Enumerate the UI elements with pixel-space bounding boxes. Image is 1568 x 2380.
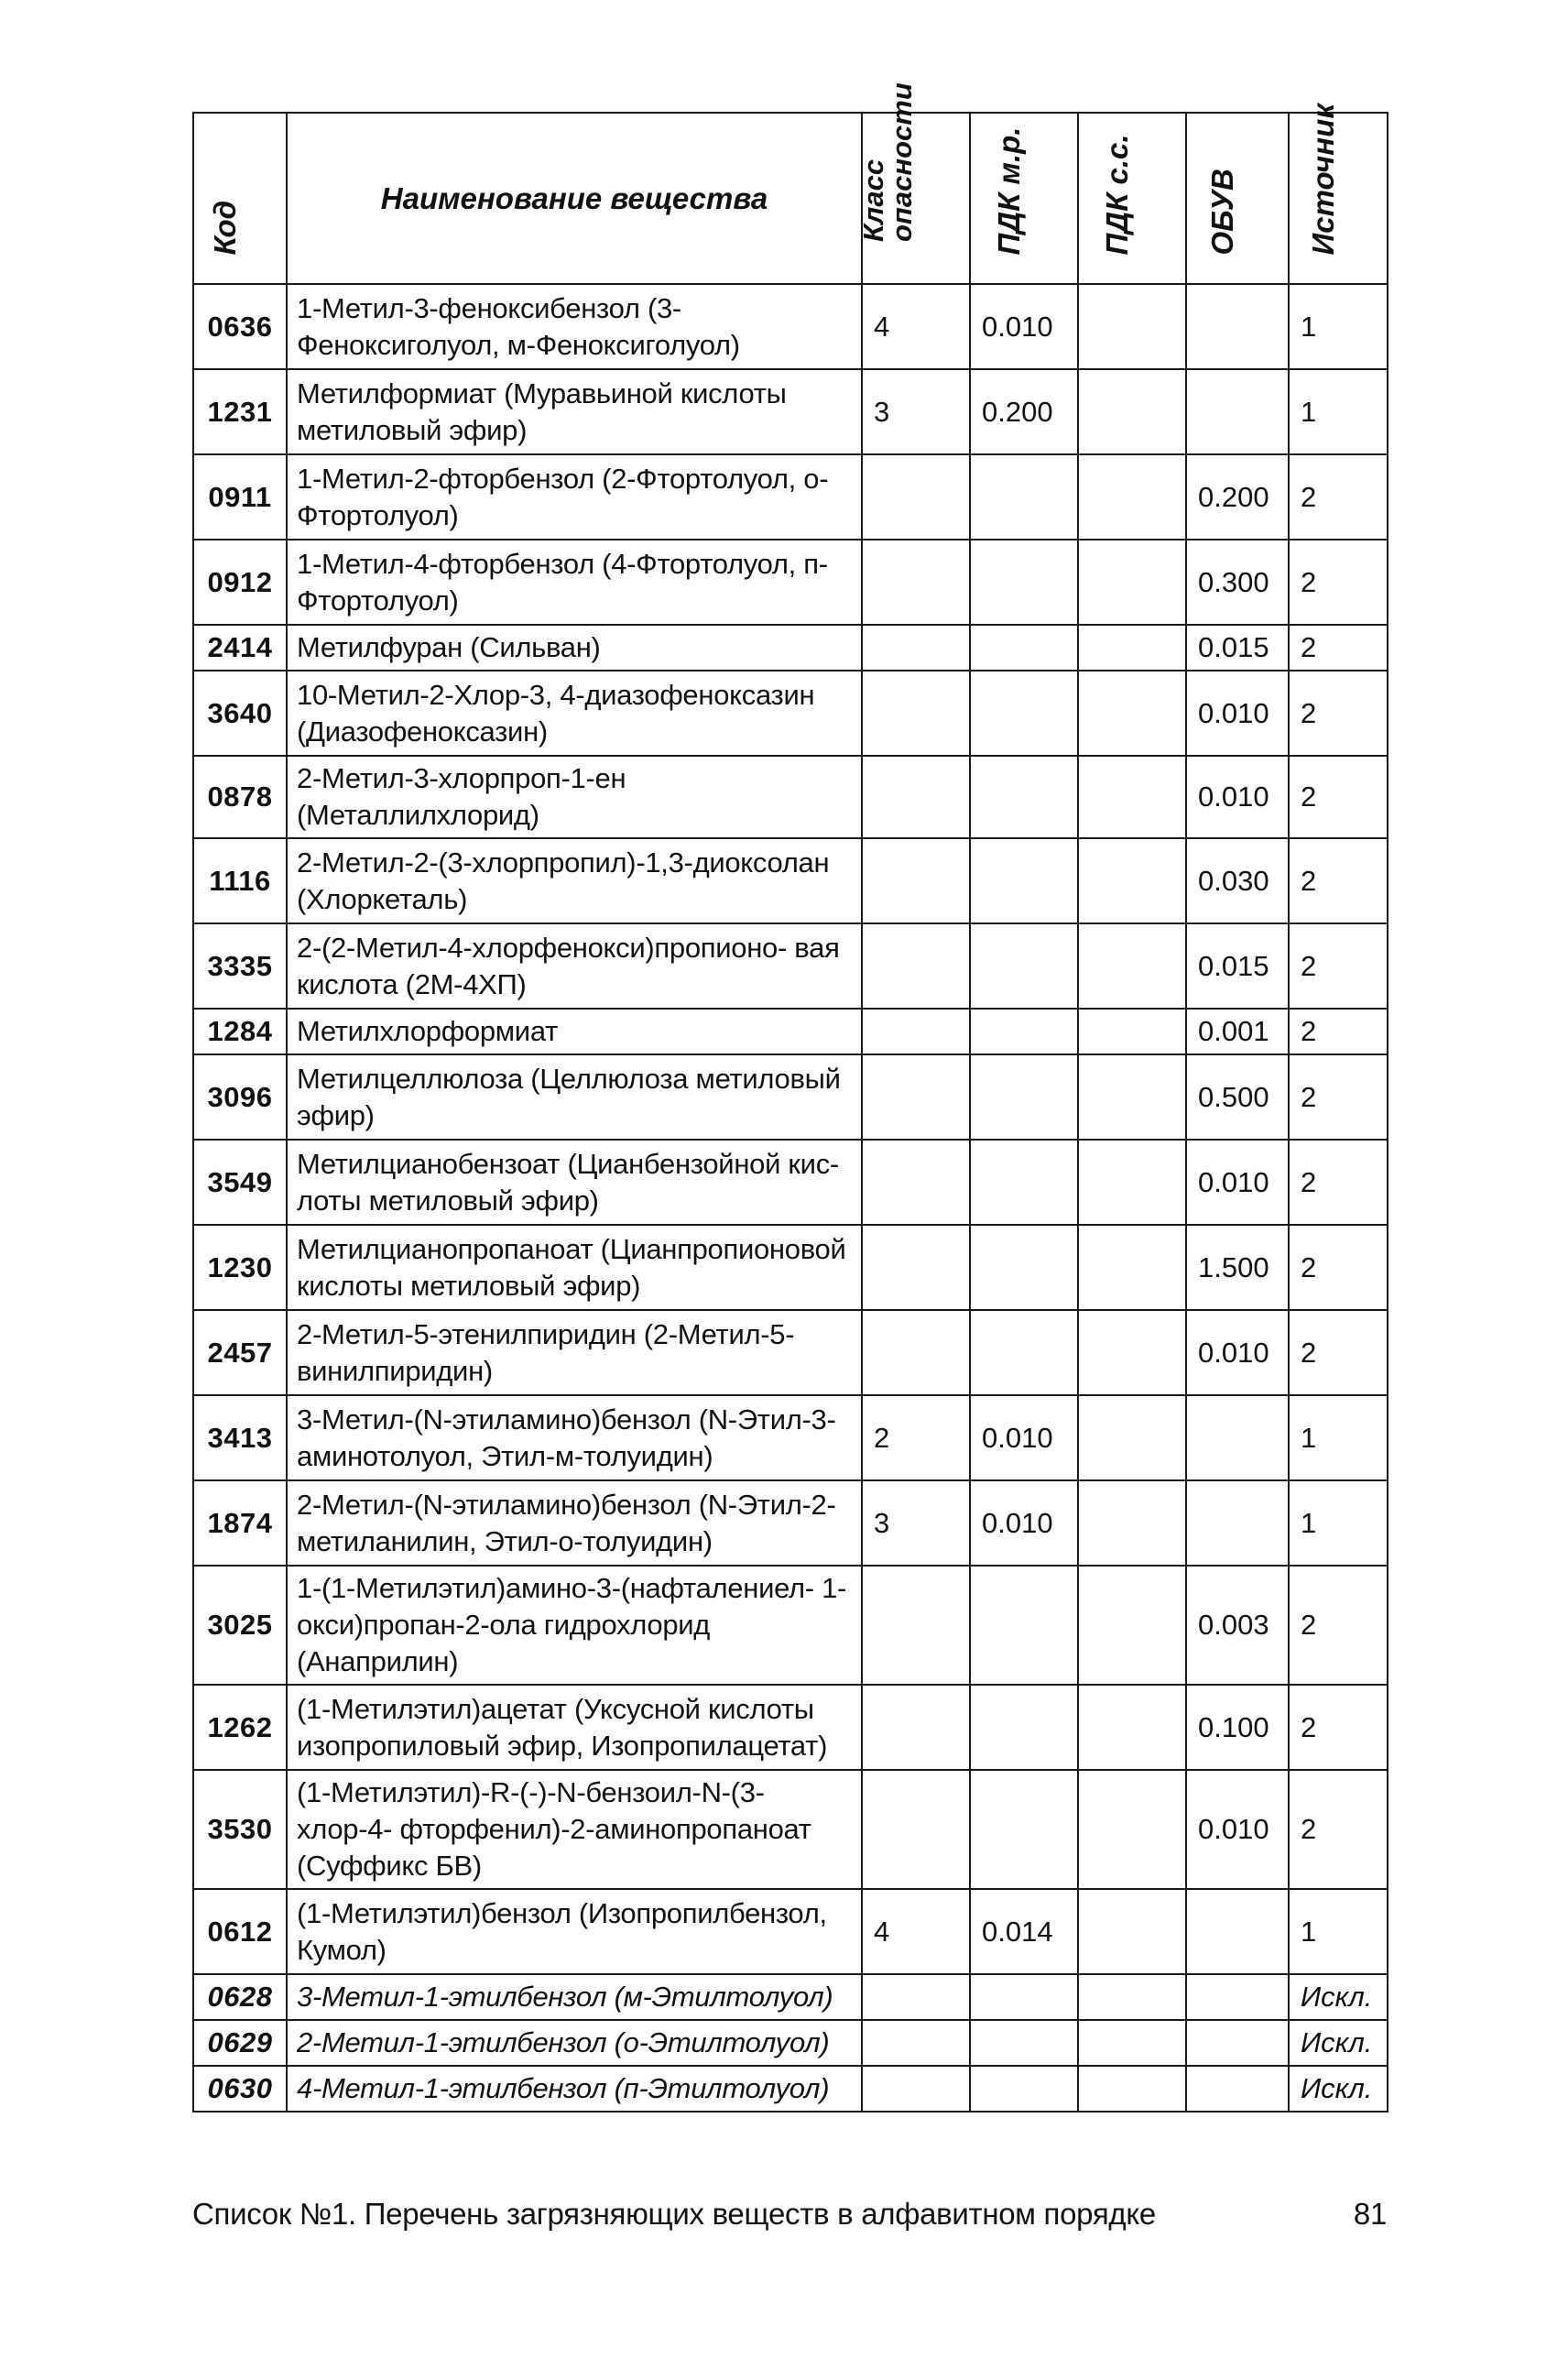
cell-obuv [1186, 1395, 1289, 1480]
cell-class [862, 1140, 970, 1225]
table-row [193, 923, 1388, 1009]
cell-source: 1 [1289, 369, 1388, 454]
cell-name: 3-Метил-1-этилбензол (м-Этилтолуол) [287, 1974, 862, 2020]
cell-source: 2 [1289, 923, 1388, 1009]
cell-obuv: 0.010 [1186, 756, 1289, 838]
cell-obuv: 0.100 [1186, 1685, 1289, 1770]
cell-pdk-ss [1078, 1480, 1186, 1566]
cell-code: 0911 [193, 454, 287, 540]
cell-code: 3096 [193, 1054, 287, 1140]
cell-obuv: 1.500 [1186, 1225, 1289, 1310]
table-row [193, 1566, 1388, 1685]
cell-class [862, 756, 970, 838]
cell-pdk-mr [970, 1054, 1078, 1140]
cell-pdk-mr [970, 671, 1078, 756]
cell-source: 2 [1289, 1685, 1388, 1770]
cell-pdk-mr [970, 2066, 1078, 2112]
cell-obuv [1186, 284, 1289, 369]
header-source [1289, 103, 1388, 284]
cell-obuv: 0.010 [1186, 1310, 1289, 1395]
table-row [193, 1310, 1388, 1395]
table-row [193, 1009, 1388, 1054]
header-class [857, 82, 970, 284]
table-row [193, 756, 1388, 838]
cell-source: 1 [1289, 1480, 1388, 1566]
table-row [193, 369, 1388, 454]
cell-code: 2457 [193, 1310, 287, 1395]
cell-pdk-ss [1078, 1566, 1186, 1685]
cell-pdk-mr [970, 540, 1078, 625]
table-row [193, 1054, 1388, 1140]
cell-pdk-ss [1078, 671, 1186, 756]
cell-name: Метилхлорформиат [287, 1009, 862, 1054]
cell-obuv: 0.200 [1186, 454, 1289, 540]
cell-obuv: 0.003 [1186, 1566, 1289, 1685]
cell-code: 0636 [193, 284, 287, 369]
cell-source: Искл. [1289, 2020, 1388, 2066]
cell-obuv [1186, 1974, 1289, 2020]
cell-class: 3 [862, 1480, 970, 1566]
cell-code: 1231 [193, 369, 287, 454]
cell-class [862, 2066, 970, 2112]
cell-code: 3530 [193, 1770, 287, 1889]
cell-pdk-ss [1078, 369, 1186, 454]
cell-code: 1284 [193, 1009, 287, 1054]
cell-class [862, 2020, 970, 2066]
cell-name: 2-Метил-(N-этиламино)бензол (N-Этил-2-метиланилин, Этил-о-толуидин) [287, 1480, 862, 1566]
cell-class [862, 1009, 970, 1054]
cell-obuv [1186, 1480, 1289, 1566]
cell-name: Метилформиат (Муравьиной кислоты метиловый эфир) [287, 369, 862, 454]
table-row [193, 1889, 1388, 1974]
cell-obuv: 0.010 [1186, 671, 1289, 756]
cell-source: 2 [1289, 540, 1388, 625]
cell-pdk-ss [1078, 1974, 1186, 2020]
cell-pdk-ss [1078, 454, 1186, 540]
cell-name: Метилфуран (Сильван) [287, 625, 862, 671]
cell-name: (1-Метилэтил)бензол (Изопропилбензол, Кумол) [287, 1889, 862, 1974]
cell-source: 1 [1289, 1395, 1388, 1480]
footer-title: Список №1. Перечень загрязняющих веществ в алфавитном порядке [192, 2197, 1156, 2231]
header-pdk-mr-label: ПДК м.р. [992, 126, 1026, 256]
table-header-row [193, 113, 1388, 284]
cell-code: 1874 [193, 1480, 287, 1566]
cell-source: 2 [1289, 1009, 1388, 1054]
cell-code: 0630 [193, 2066, 287, 2112]
cell-obuv [1186, 2020, 1289, 2066]
header-code-label: Код [208, 200, 242, 256]
table-row [193, 671, 1388, 756]
cell-pdk-ss [1078, 923, 1186, 1009]
page-number: 81 [1353, 2197, 1387, 2231]
cell-class [862, 454, 970, 540]
cell-name: Метилцианобензоат (Цианбензойной кис- лоты метиловый эфир) [287, 1140, 862, 1225]
cell-code: 0612 [193, 1889, 287, 1974]
cell-name: 3-Метил-(N-этиламино)бензол (N-Этил-3-аминотолуол, Этил-м-толуидин) [287, 1395, 862, 1480]
cell-code: 1230 [193, 1225, 287, 1310]
cell-source: 2 [1289, 1140, 1388, 1225]
cell-name: 2-Метил-2-(3-хлорпропил)-1,3-диоксолан (Хлоркеталь) [287, 838, 862, 923]
cell-pdk-ss [1078, 756, 1186, 838]
cell-name: Метилцеллюлоза (Целлюлоза метиловый эфир) [287, 1054, 862, 1140]
table-row [193, 1480, 1388, 1566]
table-row [193, 1395, 1388, 1480]
cell-obuv [1186, 369, 1289, 454]
cell-pdk-mr [970, 1770, 1078, 1889]
cell-pdk-mr [970, 1685, 1078, 1770]
cell-pdk-ss [1078, 1889, 1186, 1974]
cell-code: 1262 [193, 1685, 287, 1770]
cell-obuv: 0.500 [1186, 1054, 1289, 1140]
table-row [193, 625, 1388, 671]
cell-name: 4-Метил-1-этилбензол (п-Этилтолуол) [287, 2066, 862, 2112]
header-code [193, 113, 287, 284]
cell-source: Искл. [1289, 1974, 1388, 2020]
cell-pdk-mr: 0.014 [970, 1889, 1078, 1974]
cell-pdk-ss [1078, 1395, 1186, 1480]
cell-class [862, 1054, 970, 1140]
cell-name: 1-(1-Метилэтил)амино-3-(нафталениел- 1-окси)пропан-2-ола гидрохлорид (Анаприлин) [287, 1566, 862, 1685]
cell-name: Метилцианопропаноат (Цианпропионовой кислоты метиловый эфир) [287, 1225, 862, 1310]
cell-name: 2-Метил-1-этилбензол (о-Этилтолуол) [287, 2020, 862, 2066]
cell-obuv: 0.030 [1186, 838, 1289, 923]
header-pdk-mr [970, 113, 1078, 284]
cell-source: 2 [1289, 454, 1388, 540]
cell-name: 2-(2-Метил-4-хлорфенокси)пропионо- вая кислота (2М-4ХП) [287, 923, 862, 1009]
cell-pdk-ss [1078, 2066, 1186, 2112]
cell-obuv: 0.001 [1186, 1009, 1289, 1054]
cell-pdk-ss [1078, 540, 1186, 625]
substances-table [192, 82, 1388, 2113]
table-row [193, 454, 1388, 540]
cell-pdk-mr [970, 756, 1078, 838]
cell-code: 1116 [193, 838, 287, 923]
cell-class [862, 625, 970, 671]
cell-code: 3335 [193, 923, 287, 1009]
cell-source: 2 [1289, 625, 1388, 671]
header-obuv [1186, 113, 1289, 284]
cell-obuv: 0.010 [1186, 1140, 1289, 1225]
cell-class [862, 1770, 970, 1889]
cell-pdk-ss [1078, 1770, 1186, 1889]
cell-code: 3413 [193, 1395, 287, 1480]
header-name-label: Наименование вещества [380, 180, 768, 215]
cell-obuv: 0.010 [1186, 1770, 1289, 1889]
cell-name: 1-Метил-3-феноксибензол (3-Феноксиголуол, м-Феноксиголуол) [287, 284, 862, 369]
cell-class [862, 1310, 970, 1395]
cell-source: 2 [1289, 1770, 1388, 1889]
cell-obuv [1186, 2066, 1289, 2112]
cell-pdk-mr [970, 923, 1078, 1009]
cell-pdk-ss [1078, 838, 1186, 923]
cell-pdk-ss [1078, 1685, 1186, 1770]
cell-pdk-ss [1078, 1140, 1186, 1225]
cell-class: 4 [862, 1889, 970, 1974]
table-row [193, 838, 1388, 923]
table-row [193, 2020, 1388, 2066]
cell-source: 2 [1289, 1225, 1388, 1310]
cell-name: 2-Метил-5-этенилпиридин (2-Метил-5-винилпиридин) [287, 1310, 862, 1395]
header-obuv-label: ОБУВ [1205, 169, 1239, 256]
cell-code: 0878 [193, 756, 287, 838]
table-row [193, 1140, 1388, 1225]
cell-source: 1 [1289, 284, 1388, 369]
table-row [193, 1974, 1388, 2020]
cell-source: 2 [1289, 756, 1388, 838]
header-class-line1: Класс [857, 158, 889, 242]
cell-class [862, 540, 970, 625]
cell-obuv: 0.015 [1186, 923, 1289, 1009]
cell-pdk-ss [1078, 2020, 1186, 2066]
cell-class [862, 1685, 970, 1770]
cell-source: 2 [1289, 1054, 1388, 1140]
cell-code: 2414 [193, 625, 287, 671]
cell-pdk-mr [970, 1566, 1078, 1685]
cell-pdk-ss [1078, 625, 1186, 671]
cell-class [862, 838, 970, 923]
cell-source: 2 [1289, 838, 1388, 923]
cell-code: 0912 [193, 540, 287, 625]
table-row [193, 1770, 1388, 1889]
cell-pdk-mr [970, 1009, 1078, 1054]
cell-source: 1 [1289, 1889, 1388, 1974]
cell-source: 2 [1289, 1310, 1388, 1395]
cell-class [862, 923, 970, 1009]
header-class-line2: опасности [886, 82, 918, 242]
cell-name: 10-Метил-2-Хлор-3, 4-диазофеноксазин (Диазофеноксазин) [287, 671, 862, 756]
cell-pdk-ss [1078, 1225, 1186, 1310]
cell-pdk-mr [970, 2020, 1078, 2066]
cell-class [862, 1566, 970, 1685]
cell-class: 3 [862, 369, 970, 454]
cell-pdk-mr [970, 1974, 1078, 2020]
cell-class: 2 [862, 1395, 970, 1480]
cell-class [862, 671, 970, 756]
cell-code: 3640 [193, 671, 287, 756]
cell-class: 4 [862, 284, 970, 369]
cell-pdk-ss [1078, 1054, 1186, 1140]
cell-pdk-mr: 0.010 [970, 1480, 1078, 1566]
cell-pdk-ss [1078, 284, 1186, 369]
cell-pdk-mr [970, 625, 1078, 671]
cell-pdk-mr: 0.010 [970, 284, 1078, 369]
cell-pdk-mr [970, 1310, 1078, 1395]
header-class-label [859, 82, 916, 242]
cell-class [862, 1225, 970, 1310]
cell-obuv [1186, 1889, 1289, 1974]
cell-source: 2 [1289, 671, 1388, 756]
table-row [193, 2066, 1388, 2112]
cell-obuv: 0.300 [1186, 540, 1289, 625]
cell-code: 0628 [193, 1974, 287, 2020]
cell-name: 1-Метил-2-фторбензол (2-Фтортолуол, о-Фтортолуол) [287, 454, 862, 540]
cell-code: 0629 [193, 2020, 287, 2066]
cell-obuv: 0.015 [1186, 625, 1289, 671]
cell-name: 1-Метил-4-фторбензол (4-Фтортолуол, п-Фтортолуол) [287, 540, 862, 625]
cell-source: 2 [1289, 1566, 1388, 1685]
header-name [287, 113, 862, 284]
cell-name: (1-Метилэтил)-R-(-)-N-бензоил-N-(3-хлор-4- фторфенил)-2-аминопропаноат (Суффикс БВ) [287, 1770, 862, 1889]
cell-source: Искл. [1289, 2066, 1388, 2112]
cell-pdk-mr [970, 1225, 1078, 1310]
cell-class [862, 1974, 970, 2020]
table-row [193, 284, 1388, 369]
cell-pdk-ss [1078, 1310, 1186, 1395]
cell-name: 2-Метил-3-хлорпроп-1-ен (Металлилхлорид) [287, 756, 862, 838]
table-body [193, 284, 1388, 2112]
header-pdk-ss [1078, 113, 1186, 284]
cell-pdk-mr [970, 1140, 1078, 1225]
table-row [193, 1685, 1388, 1770]
cell-pdk-mr: 0.200 [970, 369, 1078, 454]
table-row [193, 540, 1388, 625]
cell-code: 3025 [193, 1566, 287, 1685]
cell-pdk-mr [970, 454, 1078, 540]
cell-name: (1-Метилэтил)ацетат (Уксусной кислоты изопропиловый эфир, Изопропилацетат) [287, 1685, 862, 1770]
cell-pdk-mr: 0.010 [970, 1395, 1078, 1480]
cell-code: 3549 [193, 1140, 287, 1225]
table-row [193, 1225, 1388, 1310]
cell-pdk-ss [1078, 1009, 1186, 1054]
header-source-label: Источник [1306, 103, 1340, 256]
cell-pdk-mr [970, 838, 1078, 923]
header-pdk-ss-label: ПДК с.с. [1100, 134, 1134, 256]
